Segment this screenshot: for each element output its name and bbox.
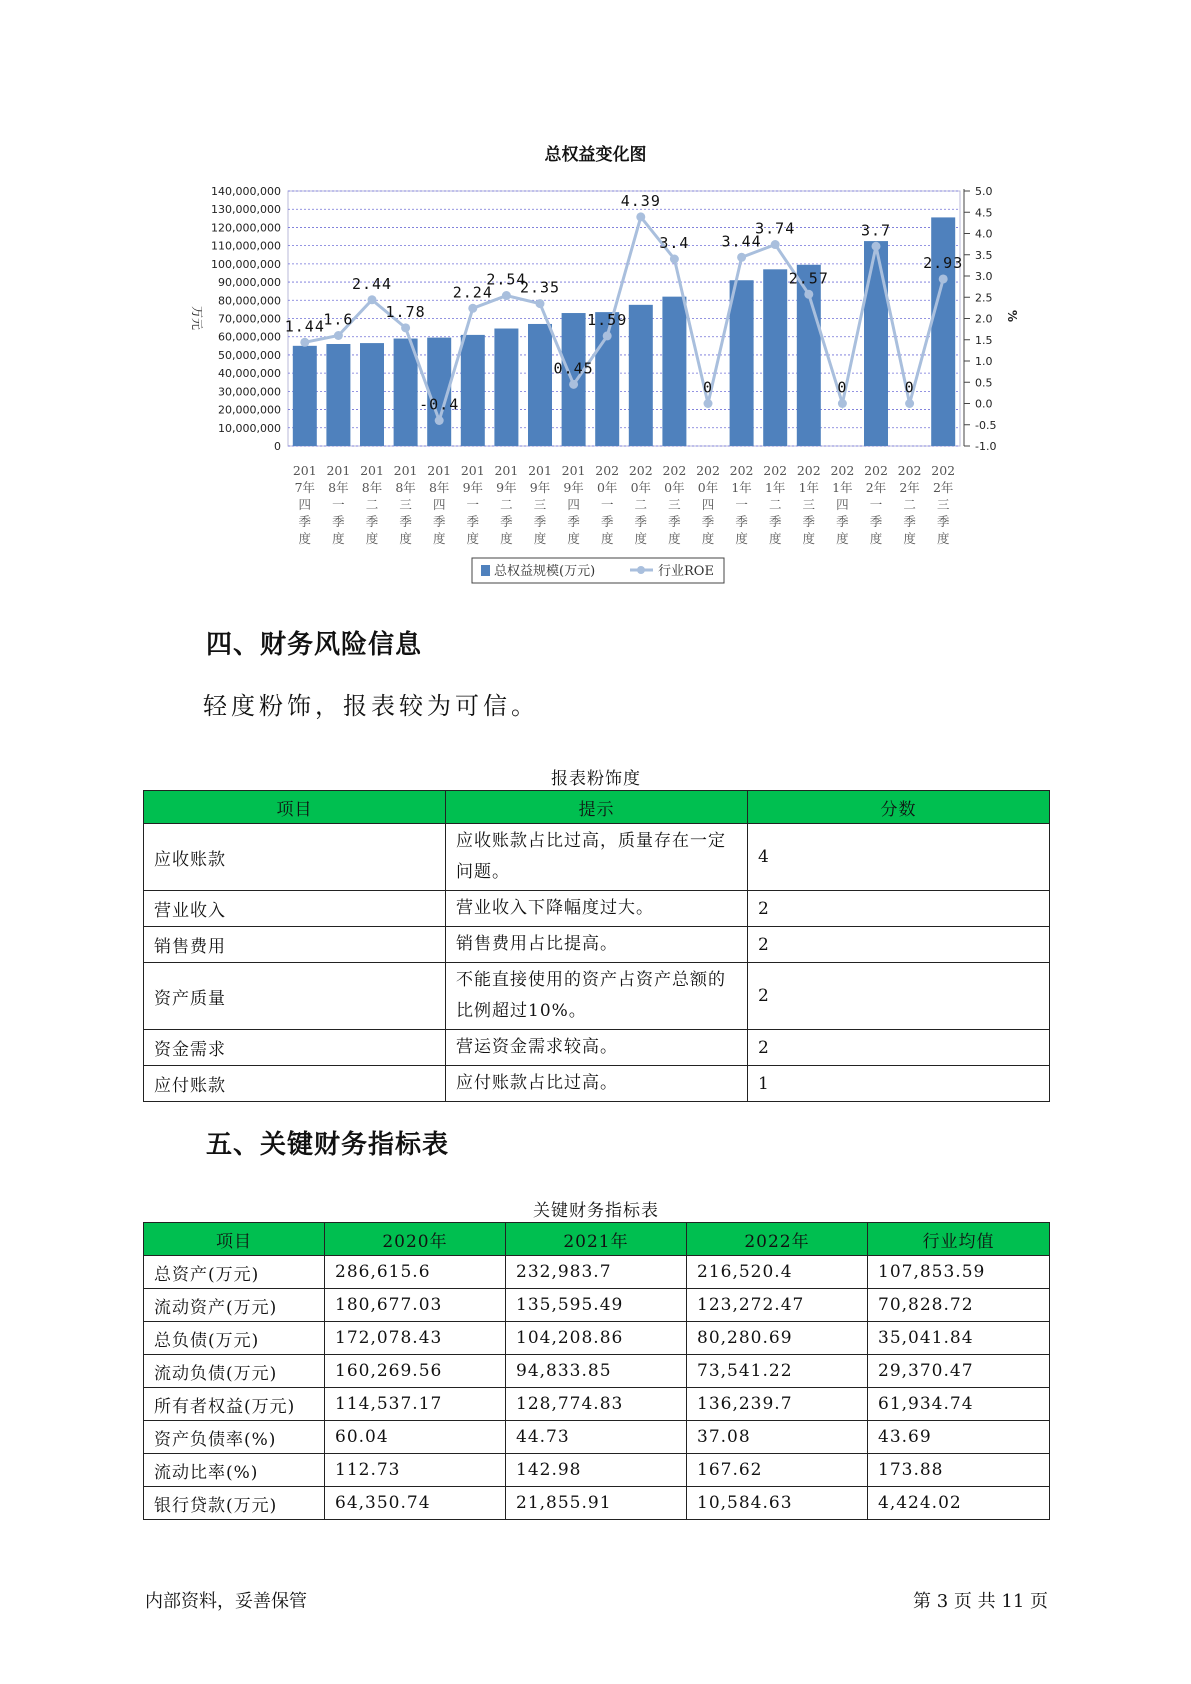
risk-score: 4 [748, 824, 1050, 891]
table-row [144, 963, 1050, 1030]
category-label: 202 [696, 463, 720, 478]
risk-item: 应付账款 [144, 1066, 446, 1102]
equity-bar [360, 343, 384, 446]
category-label: 季 [533, 514, 547, 529]
category-label: 二 [768, 497, 782, 512]
category-label: 二 [903, 497, 916, 512]
kpi-item: 流动负债(万元) [144, 1355, 325, 1388]
left-tick-label: 100,000,000 [211, 257, 281, 271]
table-row [144, 1066, 1050, 1102]
equity-bar [931, 217, 955, 446]
category-label: 四 [836, 497, 849, 512]
category-label: 202 [763, 463, 788, 478]
table-row [144, 1487, 1050, 1520]
equity-bar [662, 297, 686, 446]
roe-point [804, 290, 813, 299]
roe-data-label: 2.35 [519, 278, 561, 297]
category-label: 度 [365, 531, 379, 546]
category-label: 季 [668, 514, 681, 529]
roe-point [401, 323, 410, 332]
category-label: 度 [869, 531, 883, 546]
category-label: 9年 [563, 480, 584, 495]
header-cell: 2021年 [506, 1223, 687, 1256]
category-label: 202 [595, 463, 620, 478]
equity-bar [326, 344, 350, 446]
roe-data-label: 1.59 [587, 310, 628, 329]
category-label: 三 [802, 497, 816, 512]
left-tick-label: 0 [274, 440, 281, 453]
risk-item: 营业收入 [144, 891, 446, 927]
category-label: 202 [830, 463, 855, 478]
table-row [144, 927, 1050, 963]
equity-bar [528, 324, 552, 446]
risk-hint: 应收账款占比过高，质量存在一定问题。 [446, 824, 748, 891]
roe-data-label: 3.4 [659, 234, 690, 252]
category-label: 201 [494, 463, 519, 478]
roe-point [368, 295, 377, 304]
roe-data-label: 4.39 [620, 191, 661, 210]
category-label: 度 [332, 531, 345, 546]
category-label: 三 [533, 497, 547, 512]
category-label: 一 [869, 497, 883, 512]
kpi-item: 流动比率(%) [144, 1454, 325, 1487]
table-row [144, 891, 1050, 927]
kpi-value: 43.69 [868, 1421, 1050, 1454]
header-cell: 项目 [144, 1223, 325, 1256]
category-label: 7年 [294, 480, 316, 495]
legend-bar-label: 总权益规模(万元) [494, 564, 596, 579]
left-tick-label: 10,000,000 [218, 421, 281, 435]
kpi-value: 35,041.84 [868, 1322, 1050, 1355]
category-label: 9年 [529, 480, 551, 495]
right-tick-label: 3.0 [975, 270, 993, 283]
category-label: 1年 [832, 480, 853, 495]
kpi-value: 160,269.56 [325, 1355, 506, 1388]
category-label: 0年 [664, 480, 685, 495]
roe-data-label: 0.45 [553, 359, 594, 378]
left-tick-label: 90,000,000 [218, 276, 281, 290]
risk-hint: 销售费用占比提高。 [446, 927, 748, 963]
risk-hint: 营运资金需求较高。 [446, 1030, 748, 1066]
roe-point [636, 212, 645, 221]
risk-hint: 不能直接使用的资产占资产总额的比例超过10%。 [446, 963, 748, 1030]
left-tick-label: 120,000,000 [211, 221, 281, 235]
right-tick-label: -1.0 [975, 440, 997, 453]
category-label: 202 [796, 463, 821, 478]
risk-item: 资金需求 [144, 1030, 446, 1066]
risk-score: 1 [748, 1066, 1050, 1102]
risk-table-caption: 报表粉饰度 [551, 769, 641, 789]
header-cell: 2022年 [687, 1223, 868, 1256]
left-axis-label: 万元 [190, 305, 204, 331]
category-label: 8年 [395, 480, 416, 495]
category-label: 季 [500, 514, 513, 529]
category-label: 一 [735, 497, 748, 512]
risk-table [143, 790, 1050, 1102]
left-tick-label: 110,000,000 [211, 239, 281, 253]
left-tick-label: 40,000,000 [218, 367, 281, 381]
kpi-value: 29,370.47 [868, 1355, 1050, 1388]
roe-point [939, 274, 948, 283]
kpi-value: 216,520.4 [687, 1256, 868, 1289]
category-label: 季 [298, 514, 312, 529]
roe-data-label: 3.44 [721, 232, 762, 251]
category-label: 1年 [764, 480, 786, 495]
left-tick-label: 60,000,000 [218, 330, 281, 344]
category-label: 201 [360, 463, 384, 478]
kpi-value: 112.73 [325, 1454, 506, 1487]
category-label: 季 [836, 514, 849, 529]
risk-hint: 应付账款占比过高。 [446, 1066, 748, 1102]
roe-point [704, 399, 713, 408]
kpi-value: 37.08 [687, 1421, 868, 1454]
category-label: 度 [735, 531, 748, 546]
kpi-value: 104,208.86 [506, 1322, 687, 1355]
category-label: 度 [500, 531, 513, 546]
category-label: 二 [365, 497, 379, 512]
category-label: 1年 [798, 480, 820, 495]
table-row [144, 1289, 1050, 1322]
legend-line-marker [637, 566, 645, 574]
roe-point [334, 331, 343, 340]
category-label: 季 [399, 514, 412, 529]
left-tick-label: 20,000,000 [218, 403, 281, 417]
category-label: 1年 [731, 480, 752, 495]
left-tick-label: 50,000,000 [218, 348, 281, 362]
category-label: 季 [600, 514, 614, 529]
footer-page-number: 第 3 页 共 11 页 [913, 1591, 1048, 1612]
category-label: 度 [701, 531, 715, 546]
kpi-value: 80,280.69 [687, 1322, 868, 1355]
right-tick-label: 4.0 [975, 227, 993, 241]
equity-bar [293, 346, 317, 446]
roe-data-label: 0 [702, 378, 714, 397]
table-row [144, 1322, 1050, 1355]
header-cell: 提示 [446, 791, 748, 824]
left-tick-label: 80,000,000 [218, 294, 281, 308]
table-row [144, 1355, 1050, 1388]
category-label: 202 [931, 463, 956, 478]
kpi-value: 44.73 [506, 1421, 687, 1454]
category-label: 季 [701, 514, 715, 529]
right-tick-label: 1.5 [975, 333, 993, 347]
category-label: 度 [399, 531, 412, 546]
roe-point [905, 399, 914, 408]
equity-bar [730, 280, 754, 446]
kpi-value: 107,853.59 [868, 1256, 1050, 1289]
right-tick-label: 5.0 [975, 185, 993, 198]
roe-data-label: 2.57 [788, 269, 829, 288]
roe-point [536, 299, 545, 308]
right-tick-label: 2.0 [975, 312, 993, 326]
table-row [144, 1454, 1050, 1487]
kpi-value: 4,424.02 [868, 1487, 1050, 1520]
kpi-value: 167.62 [687, 1454, 868, 1487]
equity-bar [494, 329, 518, 446]
right-tick-label: 2.5 [975, 291, 993, 305]
right-tick-label: 4.5 [975, 206, 993, 220]
kpi-value: 114,537.17 [325, 1388, 506, 1421]
section-heading-risk: 四、财务风险信息 [206, 630, 423, 660]
table-row [144, 1388, 1050, 1421]
header-cell: 行业均值 [868, 1223, 1050, 1256]
category-label: 201 [427, 463, 452, 478]
category-label: 季 [869, 514, 883, 529]
right-tick-label: 3.5 [975, 248, 993, 262]
roe-point [872, 242, 881, 251]
right-tick-label: 0.5 [975, 376, 993, 390]
category-label: 2年 [899, 480, 920, 495]
category-label: 度 [567, 531, 580, 546]
equity-bar [763, 269, 787, 446]
equity-bar [864, 241, 888, 446]
kpi-value: 21,855.91 [506, 1487, 687, 1520]
kpi-item: 总负债(万元) [144, 1322, 325, 1355]
kpi-value: 94,833.85 [506, 1355, 687, 1388]
right-tick-label: 1.0 [975, 355, 993, 368]
roe-data-label: 2.44 [351, 274, 393, 293]
category-label: 202 [628, 463, 653, 478]
kpi-value: 172,078.43 [325, 1322, 506, 1355]
category-label: 二 [634, 497, 648, 512]
risk-score: 2 [748, 927, 1050, 963]
section-heading-kpi: 五、关键财务指标表 [206, 1130, 450, 1160]
kpi-value: 142.98 [506, 1454, 687, 1487]
category-label: 8年 [361, 480, 383, 495]
roe-point [670, 255, 679, 264]
kpi-item: 总资产(万元) [144, 1256, 325, 1289]
category-label: 201 [561, 463, 586, 478]
equity-chart [0, 0, 1191, 600]
roe-data-label: 2.24 [452, 283, 493, 302]
right-tick-label: -0.5 [975, 418, 997, 432]
kpi-value: 70,828.72 [868, 1289, 1050, 1322]
roe-data-label: -0.4 [419, 395, 460, 414]
left-tick-label: 30,000,000 [218, 385, 281, 399]
category-label: 201 [326, 463, 351, 478]
header-cell: 2020年 [325, 1223, 506, 1256]
roe-data-label: 2.54 [486, 270, 527, 289]
roe-data-label: 3.74 [755, 219, 796, 238]
risk-summary: 轻度粉饰，报表较为可信。 [203, 692, 539, 720]
category-label: 季 [567, 514, 580, 529]
roe-point [435, 416, 444, 425]
roe-data-label: 2.93 [923, 253, 964, 272]
category-label: 三 [399, 497, 412, 512]
roe-point [838, 399, 847, 408]
category-label: 度 [466, 531, 480, 546]
kpi-value: 135,595.49 [506, 1289, 687, 1322]
equity-bar [629, 305, 653, 446]
risk-score: 2 [748, 891, 1050, 927]
roe-point [300, 338, 309, 347]
category-label: 度 [634, 531, 648, 546]
kpi-value: 180,677.03 [325, 1289, 506, 1322]
category-label: 季 [634, 514, 648, 529]
chart-title: 总权益变化图 [544, 145, 647, 165]
category-label: 季 [466, 514, 480, 529]
kpi-value: 286,615.6 [325, 1256, 506, 1289]
kpi-value: 64,350.74 [325, 1487, 506, 1520]
equity-bar [562, 313, 586, 446]
category-label: 度 [668, 531, 681, 546]
equity-bar [461, 335, 485, 446]
category-label: 四 [298, 497, 312, 512]
category-label: 0年 [596, 480, 618, 495]
kpi-value: 10,584.63 [687, 1487, 868, 1520]
kpi-value: 232,983.7 [506, 1256, 687, 1289]
category-label: 四 [567, 497, 580, 512]
risk-hint: 营业收入下降幅度过大。 [446, 891, 748, 927]
roe-data-label: 1.78 [385, 302, 426, 321]
category-label: 度 [533, 531, 547, 546]
category-label: 季 [936, 514, 950, 529]
category-label: 201 [393, 463, 418, 478]
roe-data-label: 3.7 [860, 221, 892, 240]
roe-point [771, 240, 780, 249]
category-label: 季 [365, 514, 379, 529]
category-label: 一 [466, 497, 480, 512]
kpi-item: 流动资产(万元) [144, 1289, 325, 1322]
risk-score: 2 [748, 963, 1050, 1030]
category-label: 季 [332, 514, 345, 529]
roe-point [569, 380, 578, 389]
roe-data-label: 1.44 [284, 317, 325, 336]
category-label: 201 [528, 463, 552, 478]
category-label: 202 [864, 463, 888, 478]
category-label: 度 [903, 531, 916, 546]
category-label: 202 [662, 463, 687, 478]
risk-item: 应收账款 [144, 824, 446, 891]
risk-item: 销售费用 [144, 927, 446, 963]
category-label: 一 [332, 497, 345, 512]
category-label: 201 [460, 463, 485, 478]
kpi-value: 123,272.47 [687, 1289, 868, 1322]
right-tick-label: 0.0 [975, 397, 993, 411]
category-label: 9年 [496, 480, 517, 495]
category-label: 201 [292, 463, 317, 478]
kpi-value: 173.88 [868, 1454, 1050, 1487]
left-tick-label: 130,000,000 [211, 203, 281, 217]
risk-table-header [144, 791, 1050, 824]
category-label: 0年 [630, 480, 652, 495]
category-label: 季 [802, 514, 816, 529]
left-tick-label: 70,000,000 [218, 312, 281, 326]
roe-data-label: 0 [904, 378, 915, 397]
table-row [144, 824, 1050, 891]
roe-data-label: 1.6 [323, 310, 354, 329]
kpi-table-header [144, 1223, 1050, 1256]
kpi-table-caption: 关键财务指标表 [533, 1201, 659, 1221]
category-label: 季 [903, 514, 916, 529]
category-label: 三 [668, 497, 681, 512]
category-label: 度 [768, 531, 782, 546]
category-label: 9年 [462, 480, 484, 495]
category-label: 三 [936, 497, 950, 512]
category-label: 季 [432, 514, 446, 529]
category-label: 四 [701, 497, 715, 512]
roe-point [603, 331, 612, 340]
left-tick-label: 140,000,000 [211, 185, 281, 198]
header-cell: 项目 [144, 791, 446, 824]
kpi-item: 所有者权益(万元) [144, 1388, 325, 1421]
category-label: 二 [500, 497, 513, 512]
table-row [144, 1421, 1050, 1454]
category-label: 季 [735, 514, 748, 529]
category-label: 四 [432, 497, 446, 512]
roe-point [502, 291, 511, 300]
kpi-value: 136,239.7 [687, 1388, 868, 1421]
category-label: 度 [298, 531, 312, 546]
category-label: 2年 [932, 480, 954, 495]
risk-score: 2 [748, 1030, 1050, 1066]
header-cell: 分数 [748, 791, 1050, 824]
roe-point [468, 304, 477, 313]
footer-confidential: 内部资料，妥善保管 [145, 1591, 307, 1612]
kpi-table [143, 1222, 1050, 1520]
category-label: 度 [802, 531, 816, 546]
kpi-value: 61,934.74 [868, 1388, 1050, 1421]
category-label: 度 [432, 531, 446, 546]
category-label: 0年 [697, 480, 719, 495]
roe-data-label: 0 [837, 378, 848, 397]
table-row [144, 1256, 1050, 1289]
kpi-item: 银行贷款(万元) [144, 1487, 325, 1520]
category-label: 度 [836, 531, 849, 546]
category-label: 季 [768, 514, 782, 529]
right-axis-label: % [1005, 309, 1019, 323]
kpi-value: 60.04 [325, 1421, 506, 1454]
kpi-value: 73,541.22 [687, 1355, 868, 1388]
kpi-value: 128,774.83 [506, 1388, 687, 1421]
risk-item: 资产质量 [144, 963, 446, 1030]
category-label: 202 [729, 463, 754, 478]
category-label: 8年 [328, 480, 349, 495]
category-label: 202 [897, 463, 922, 478]
category-label: 度 [936, 531, 950, 546]
category-label: 8年 [428, 480, 450, 495]
table-row [144, 1030, 1050, 1066]
legend-bar-swatch [481, 565, 490, 576]
legend-line-label: 行业ROE [658, 564, 714, 579]
category-label: 2年 [865, 480, 887, 495]
roe-point [737, 253, 746, 262]
kpi-item: 资产负债率(%) [144, 1421, 325, 1454]
category-label: 度 [600, 531, 614, 546]
category-label: 一 [600, 497, 614, 512]
